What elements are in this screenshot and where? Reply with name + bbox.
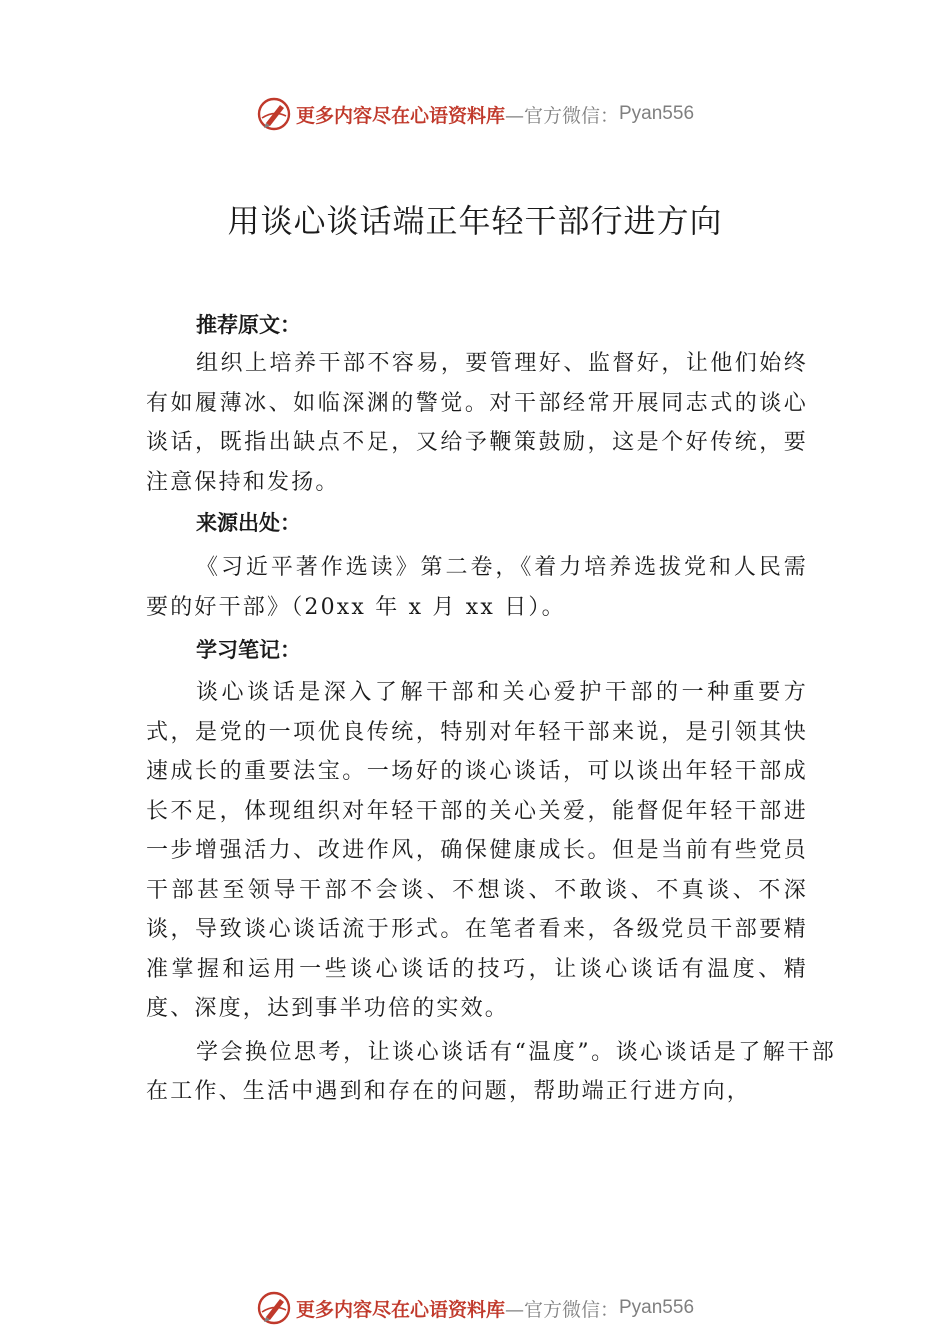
banner-wechat-id: Pyan556 [619,1297,695,1318]
closing-paragraph: 学会换位思考，让谈心谈话有“温度”。谈心谈话是了解干部在工作、生活中遇到和存在的问题，帮助端正行进方向， [146,1039,836,1104]
banner-wechat-label: —官方微信： [504,104,619,127]
banner-wechat-label: —官方微信： [504,1298,619,1321]
section-heading-original: 推荐原文： [196,313,301,337]
section-paragraph-source: 《习近平著作选读》第二卷，《着力培养选拔党和人民需要的好干部》（20xx 年 x 月 xx 日）。 [146,555,808,620]
banner-wechat-id: Pyan556 [619,103,695,124]
banner-library-text: 更多内容尽在心语资料库 [295,104,505,127]
footer-banner [0,1288,950,1328]
document-body [146,306,836,1112]
section-paragraph-original: 组织上培养干部不容易，要管理好、监督好，让他们始终有如履薄冰、如临深渊的警觉。对干部经常开展同志式的谈心谈话，既指出缺点不足，又给予鞭策鼓励，这是个好传统，要注意保持和发扬。 [146,351,808,495]
section-heading-notes: 学习笔记： [196,638,301,662]
pen-logo-icon [256,1290,292,1326]
section-paragraph-notes: 谈心谈话是深入了解干部和关心爱护干部的一种重要方式，是党的一项优良传统，特别对年轻干部来说，是引领其快速成长的重要法宝。一场好的谈心谈话，可以谈出年轻干部成长不足，体现组织对年轻干部的关心关爱，能督促年轻干部进一步增强活力、改进作风，确保健康成长。但是当前有些党员干部甚至领导干部不会谈、不想谈、不敢谈、不真谈、不深谈，导致谈心谈话流于形式。在笔者看来，各级党员干部要精准掌握和运用一些谈心谈话的技巧，让谈心谈话有温度、精度、深度，达到事半功倍的实效。 [146,680,808,1021]
pen-logo-icon [256,96,292,132]
document-title: 用谈心谈话端正年轻干部行进方向 [227,202,723,240]
section-heading-source: 来源出处： [196,511,301,535]
header-banner [0,94,950,134]
banner-library-text: 更多内容尽在心语资料库 [295,1298,505,1321]
